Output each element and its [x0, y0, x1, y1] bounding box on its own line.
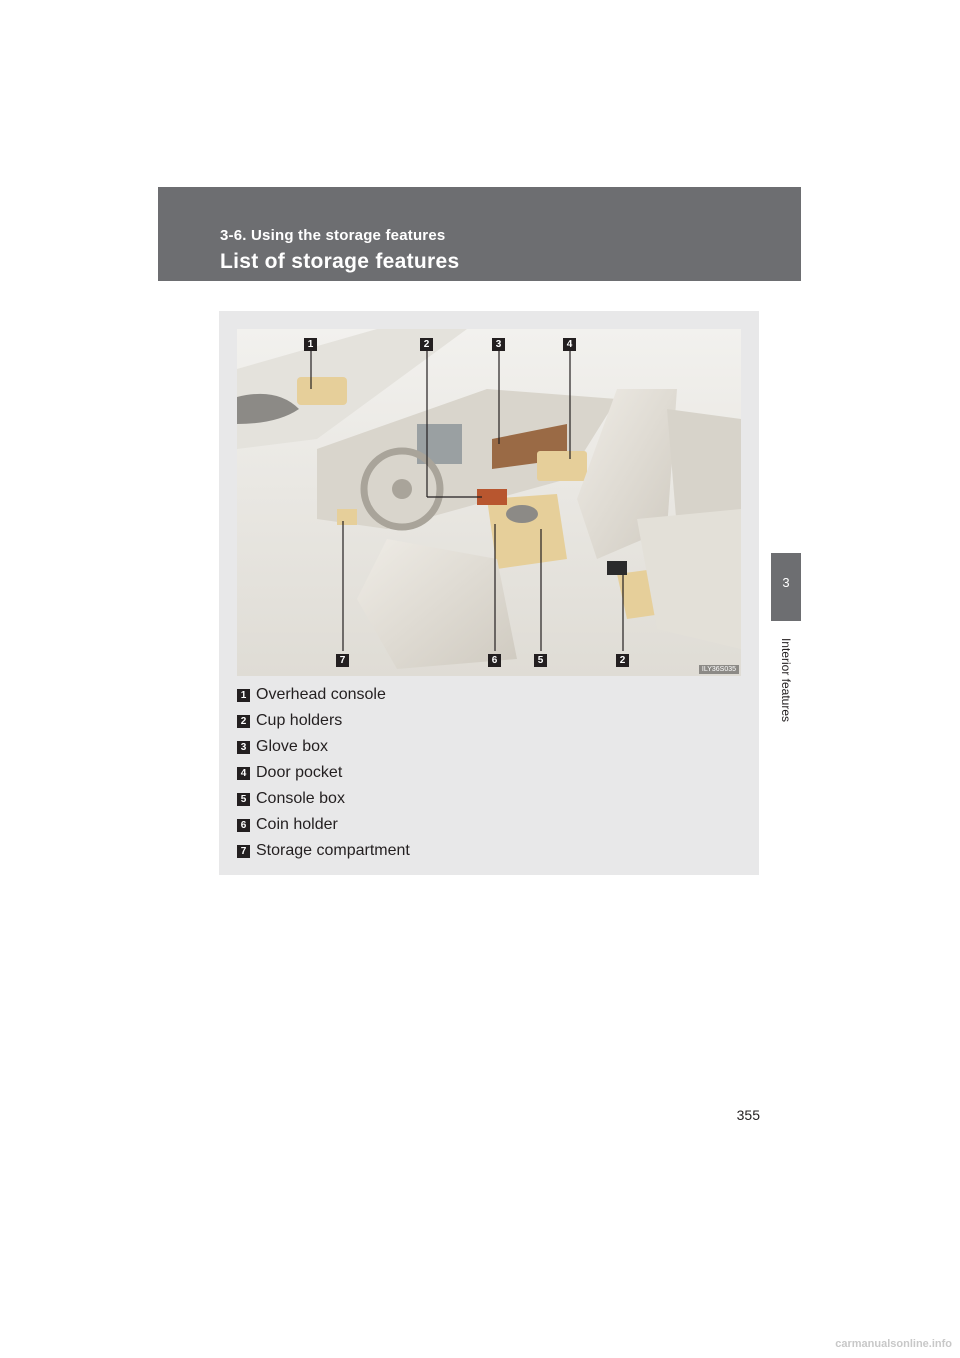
legend-label: Console box: [256, 790, 345, 807]
callout-number: 7: [336, 654, 349, 667]
legend-item: [237, 708, 737, 734]
callout-coin-holder: [488, 654, 507, 667]
legend-number: 1: [237, 689, 250, 702]
chapter-number: 3: [782, 575, 790, 590]
callout-number: 2: [420, 338, 433, 351]
legend-item: [237, 760, 737, 786]
callout-storage-compartment: [336, 654, 355, 667]
interior-drawing: [237, 329, 741, 676]
legend-label: Cup holders: [256, 712, 343, 729]
callout-door-pocket: [563, 338, 582, 351]
legend-item: [237, 786, 737, 812]
legend: [237, 682, 737, 864]
chapter-title: Interior features: [779, 637, 793, 723]
callout-number: 3: [492, 338, 505, 351]
overhead-console-highlight: [297, 377, 347, 405]
storage-compartment-highlight: [337, 509, 357, 525]
content-box: [219, 311, 759, 875]
callout-console-box: [534, 654, 553, 667]
callout-rear-cup-holders: [616, 654, 635, 667]
figure-code: ILY36S035: [699, 665, 739, 674]
legend-item: [237, 734, 737, 760]
callout-cup-holders: [420, 338, 439, 351]
legend-item: [237, 812, 737, 838]
page-number: 355: [736, 1107, 760, 1123]
legend-number: 5: [237, 793, 250, 806]
section-label: 3-6. Using the storage features: [220, 227, 446, 244]
legend-number: 7: [237, 845, 250, 858]
legend-number: 4: [237, 767, 250, 780]
page-title: List of storage features: [220, 250, 460, 273]
callout-number: 4: [563, 338, 576, 351]
legend-label: Door pocket: [256, 764, 343, 781]
legend-label: Storage compartment: [256, 842, 410, 859]
legend-label: Coin holder: [256, 816, 338, 833]
car-interior-illustration: [237, 329, 741, 676]
header-band: [158, 187, 801, 281]
callout-glove-box: [492, 338, 511, 351]
legend-item: [237, 838, 737, 864]
callout-number: 2: [616, 654, 629, 667]
coin-holder: [506, 505, 538, 523]
legend-number: 2: [237, 715, 250, 728]
watermark[interactable]: carmanualsonline.info: [835, 1338, 952, 1350]
legend-label: Overhead console: [256, 686, 386, 703]
chapter-tab[interactable]: [771, 553, 801, 621]
callout-overhead-console: [304, 338, 323, 351]
callout-number: 5: [534, 654, 547, 667]
door-pocket-highlight: [537, 451, 587, 481]
console-box-highlight: [487, 494, 567, 569]
legend-label: Glove box: [256, 738, 329, 755]
callout-number: 6: [488, 654, 501, 667]
legend-item: [237, 682, 737, 708]
legend-number: 3: [237, 741, 250, 754]
legend-number: 6: [237, 819, 250, 832]
callout-number: 1: [304, 338, 317, 351]
